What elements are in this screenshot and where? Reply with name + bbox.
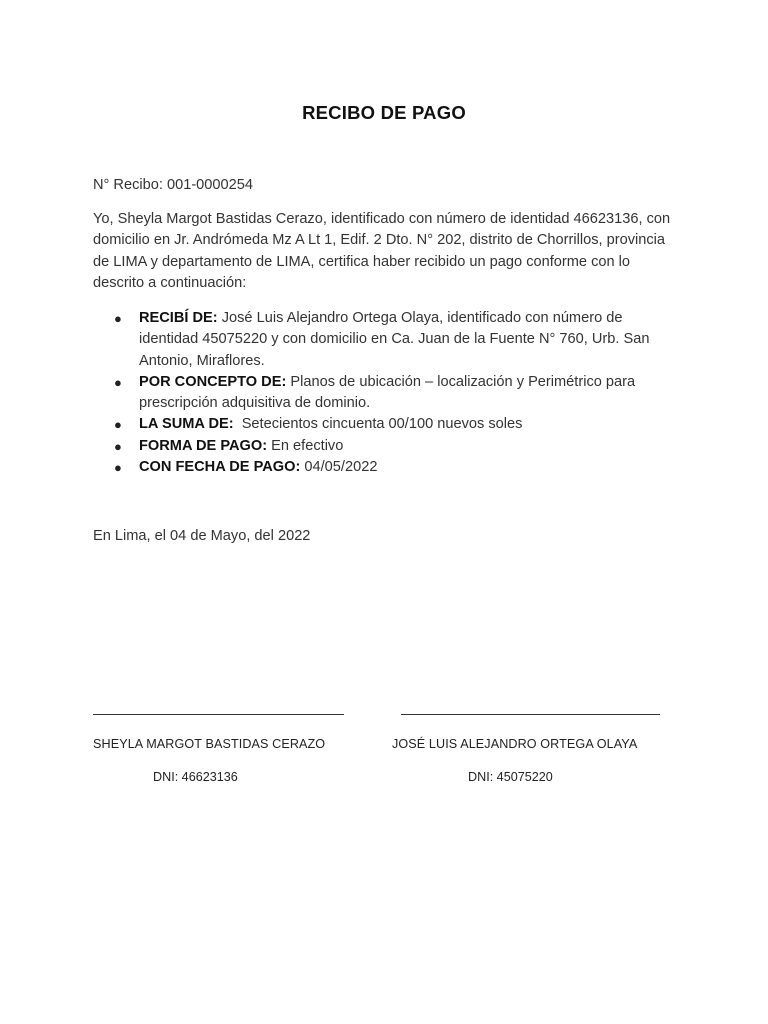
document-title: RECIBO DE PAGO: [302, 102, 466, 123]
list-item-payment-method: [93, 436, 683, 457]
list-item-amount: [93, 414, 683, 435]
item-label: LA SUMA DE:: [139, 416, 234, 433]
list-item-payment-date: [93, 457, 683, 478]
list-item-concept: [93, 372, 683, 415]
signature-line-right: [401, 714, 660, 715]
bullet-icon: ●: [114, 311, 122, 326]
signer-name-right: JOSÉ LUIS ALEJANDRO ORTEGA OLAYA: [392, 737, 638, 751]
item-value: José Luis Alejandro Ortega Olaya, identificado con número de identidad 45075220 y con domicilio en Ca. Juan de la Fuente N° 760, Urb. San Antonio, Miraflores.: [139, 310, 650, 369]
signer-dni-left: DNI: 46623136: [153, 770, 238, 784]
item-value: Planos de ubicación – localización y Perimétrico para prescripción adquisitiva de dominio.: [139, 373, 636, 412]
item-label: CON FECHA DE PAGO:: [139, 459, 301, 476]
list-item-received-from: [93, 308, 683, 372]
item-value: Setecientos cincuenta 00/100 nuevos soles: [233, 416, 523, 433]
item-value: En efectivo: [267, 437, 344, 454]
place-and-date: En Lima, el 04 de Mayo, del 2022: [93, 528, 311, 544]
signer-dni-right: DNI: 45075220: [468, 770, 553, 784]
bullet-icon: ●: [114, 438, 122, 454]
bullet-icon: ●: [114, 374, 122, 390]
item-label: POR CONCEPTO DE:: [139, 373, 287, 390]
intro-paragraph: Yo, Sheyla Margot Bastidas Cerazo, identificado con número de identidad 46623136, con domicilio en Jr. Andrómeda Mz A Lt 1, Edif. 2 Dto. N° 202, distrito de Chorrillos, provincia de LIMA y departamento de LIMA, certifica haber recibido un pago conforme con lo descrito a continuación:: [93, 211, 671, 291]
item-label: RECIBÍ DE:: [139, 310, 218, 326]
receipt-number: N° Recibo: 001-0000254: [93, 177, 253, 193]
payment-details-list: [93, 308, 683, 478]
bullet-icon: ●: [114, 417, 122, 433]
item-value: 04/05/2022: [300, 459, 378, 476]
signature-line-left: [93, 714, 344, 715]
bullet-icon: ●: [114, 460, 122, 476]
item-label: FORMA DE PAGO:: [139, 437, 268, 454]
signer-name-left: SHEYLA MARGOT BASTIDAS CERAZO: [93, 737, 326, 751]
